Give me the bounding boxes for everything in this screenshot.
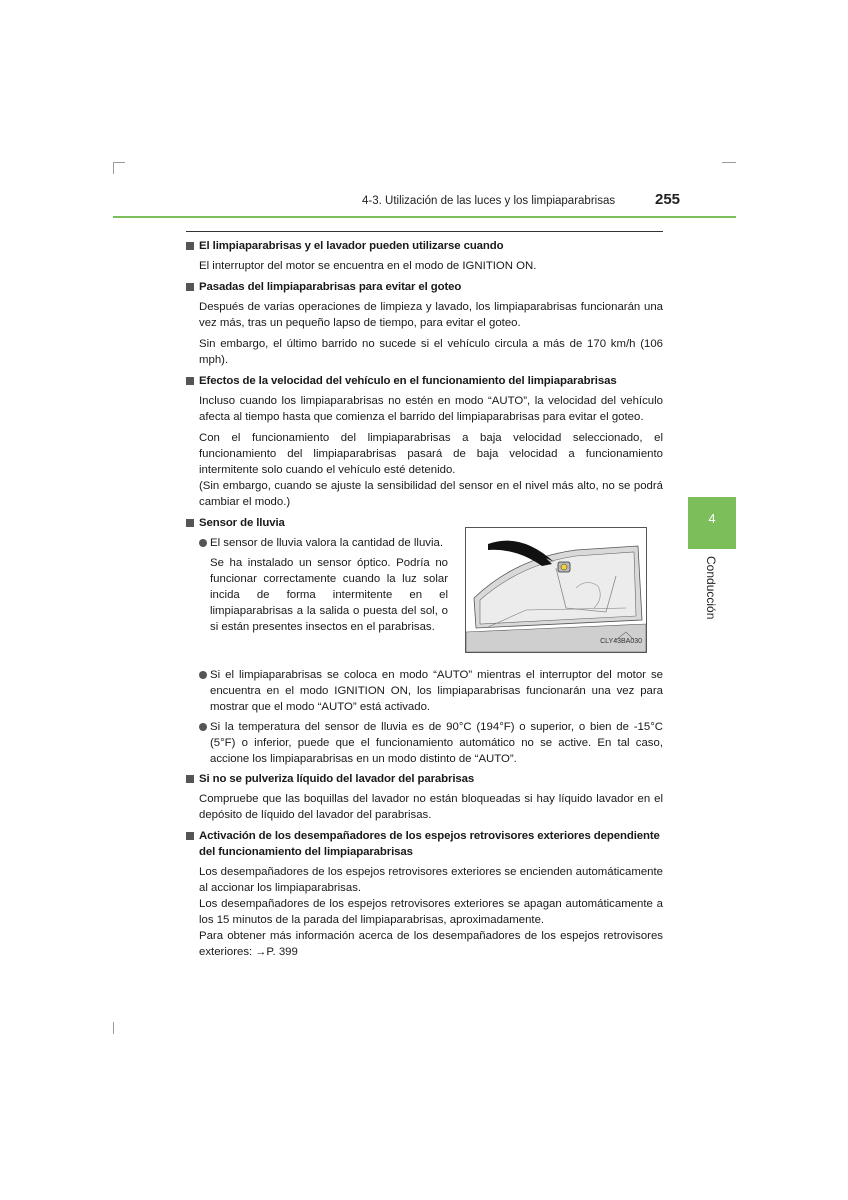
paragraph: Incluso cuando los limpiaparabrisas no estén en modo “AUTO”, la velocidad del vehículo afecta al tiempo hasta que comienza el barrido del limpiaparabrisas para evitar el goteo. [199,395,663,423]
section-heading: El limpiaparabrisas y el lavador pueden utilizarse cuando [199,240,504,252]
page-reference-link[interactable]: P. 399 [266,946,298,958]
section-heading: Sensor de lluvia [199,517,285,529]
crop-mark-top-left-h [113,162,125,163]
bullet-icon [199,539,207,547]
rain-sensor-illustration [465,527,647,653]
section-marker-icon [186,519,194,527]
chapter-number: 4 [708,511,716,526]
section-washer-fluid [186,771,663,823]
section-marker-icon [186,242,194,250]
bullet-item: El sensor de lluvia valora la cantidad de lluvia. [199,535,448,551]
section-heading: Activación de los desempañadores de los espejos retrovisores exteriores dependiente del funcionamiento del limpiaparabrisas [199,830,660,858]
content-top-rule [186,231,663,232]
paragraph: El interruptor del motor se encuentra en el modo de IGNITION ON. [199,260,537,272]
header-rule [113,216,736,218]
section-heading: Pasadas del limpiaparabrisas para evitar el goteo [199,281,462,293]
section-drip-prevention [186,279,663,368]
crop-mark-top-right-h [722,162,736,163]
section-marker-icon [186,832,194,840]
crop-mark-bottom-left-v [113,1022,114,1034]
paragraph: Se ha instalado un sensor óptico. Podría no funcionar correctamente cuando la luz solar incida de forma intermitente en el limpiaparabrisas a la salida o puesta del sol, o si están presentes insectos en el parabrisas. [210,557,448,633]
chapter-label: Conducción [704,556,718,620]
bullet-item: Si el limpiaparabrisas se coloca en modo “AUTO” mientras el interruptor del motor se encuentra en el modo IGNITION ON, los limpiaparabrisas funcionarán una vez para mostrar que el modo “AUTO” está activado. [199,667,663,715]
section-speed-effects [186,373,663,510]
page-number: 255 [655,191,681,208]
section-marker-icon [186,377,194,385]
paragraph: Compruebe que las boquillas del lavador no están bloqueadas si hay líquido lavador en el depósito de líquido del lavador del parabrisas. [199,793,663,821]
paragraph: Los desempañadores de los espejos retrovisores exteriores se encienden automáticamente al accionar los limpiaparabrisas. [199,866,663,894]
paragraph: Para obtener más información acerca de los desempañadores de los espejos retrovisores exteriores: →P. 399 [199,930,663,958]
reference-arrow-icon: → [255,946,267,958]
section-rain-sensor [186,515,663,767]
bullet-item: Si la temperatura del sensor de lluvia es de 90°C (194°F) o superior, o bien de -15°C (5°F) o inferior, puede que el funcionamiento automático no se active. En tal caso, accione los limpiaparabrisas en un modo distinto de “AUTO”. [199,719,663,767]
paragraph: Sin embargo, el último barrido no sucede si el vehículo circula a más de 170 km/h (106 mph). [199,338,663,366]
chapter-tab [688,497,736,549]
figure-caption: CLY43BA030 [600,638,642,645]
section-marker-icon [186,283,194,291]
running-header: 4-3. Utilización de las luces y los limpiaparabrisas [362,195,616,207]
paragraph: Los desempañadores de los espejos retrovisores exteriores se apagan automáticamente a los 15 minutos de la parada del limpiaparabrisas, aproximadamente. [199,898,663,926]
bullet-icon [199,723,207,731]
section-wiper-conditions [186,238,663,274]
paragraph: (Sin embargo, cuando se ajuste la sensibilidad del sensor en el nivel más alto, no se podrá cambiar el modo.) [199,480,663,508]
section-marker-icon [186,775,194,783]
section-mirror-defoggers [186,828,663,960]
section-heading: Efectos de la velocidad del vehículo en el funcionamiento del limpiaparabrisas [199,375,617,387]
section-heading: Si no se pulveriza líquido del lavador del parabrisas [199,773,475,785]
crop-mark-top-left-v [113,162,114,174]
bullet-icon [199,671,207,679]
paragraph: Con el funcionamiento del limpiaparabrisas a baja velocidad seleccionado, el funcionamiento del limpiaparabrisas pasará de baja velocidad a funcionamiento intermitente solo cuando el vehículo esté detenido. [199,432,663,476]
paragraph: Después de varias operaciones de limpieza y lavado, los limpiaparabrisas funcionarán una vez más, tras un pequeño lapso de tiempo, para evitar el goteo. [199,301,663,329]
page-content [186,238,663,965]
